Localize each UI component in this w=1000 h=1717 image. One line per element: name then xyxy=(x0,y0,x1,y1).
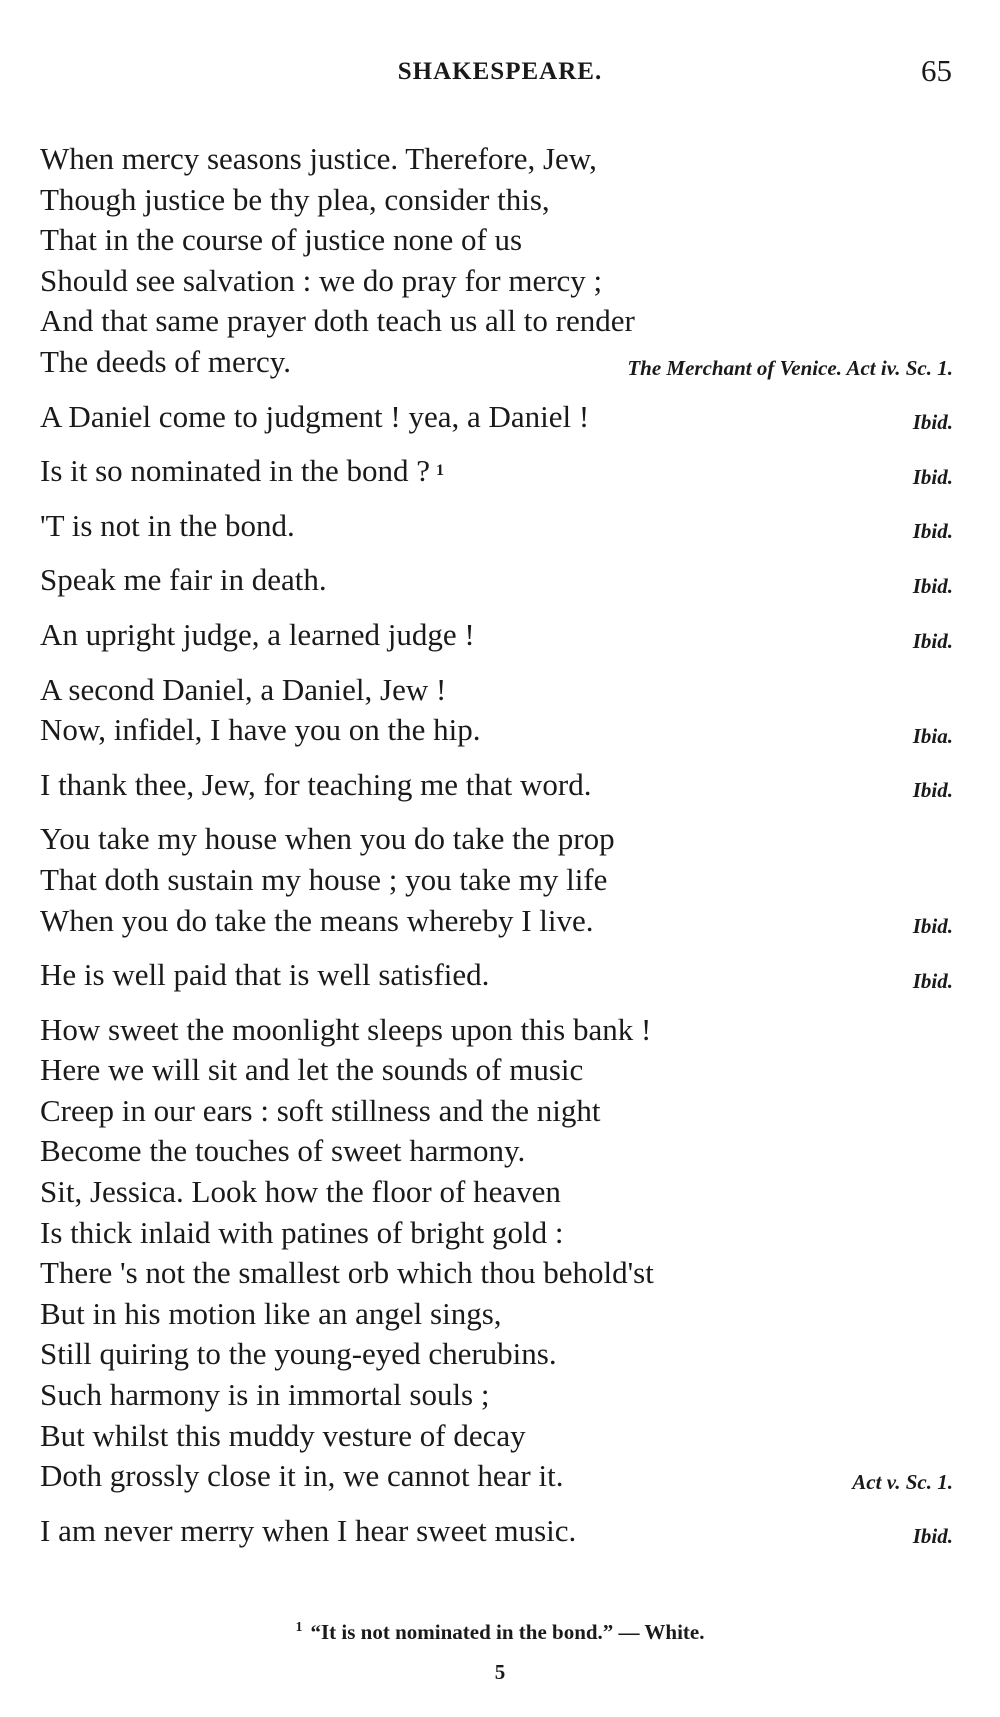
quotation-line: Speak me fair in death. xyxy=(40,562,327,598)
quotation-line: But in his motion like an angel sings, xyxy=(40,1295,502,1331)
quotation-line: I thank thee, Jew, for teaching me that word. xyxy=(40,766,592,802)
quotation-line: That doth sustain my house ; you take my life xyxy=(40,861,608,897)
citation: Ibid. xyxy=(912,1524,953,1549)
quotation-line: Creep in our ears : soft stillness and the night xyxy=(40,1092,601,1128)
quotation-line: Doth grossly close it in, we cannot hear it. xyxy=(40,1458,564,1494)
quotation-line: Here we will sit and let the sounds of music xyxy=(40,1052,584,1088)
quotation-line: Though justice be thy plea, consider this, xyxy=(40,181,550,217)
citation: Ibid. xyxy=(912,519,953,544)
quotation xyxy=(40,139,953,383)
citation: Ibid. xyxy=(912,778,953,803)
quotation-line: Still quiring to the young-eyed cherubins. xyxy=(40,1336,557,1372)
quotation-line: That in the course of justice none of us xyxy=(40,222,523,258)
quotation xyxy=(40,451,953,492)
citation: The Merchant of Venice. Act iv. Sc. 1. xyxy=(627,355,953,380)
quotation-line: But whilst this muddy vesture of decay xyxy=(40,1417,526,1453)
quotation xyxy=(40,765,953,806)
citation: Ibid. xyxy=(912,573,953,598)
quotation-line: There 's not the smallest orb which thou behold'st xyxy=(40,1255,654,1291)
citation: Ibid. xyxy=(912,410,953,435)
quotation xyxy=(40,615,953,656)
quotation-line: 'T is not in the bond. xyxy=(40,507,295,543)
quotation-line: Such harmony is in immortal souls ; xyxy=(40,1377,490,1413)
quotation-line: Is thick inlaid with patines of bright gold : xyxy=(40,1214,564,1250)
page-header xyxy=(40,53,960,98)
quotation-line: Is it so nominated in the bond ? xyxy=(40,453,431,489)
citation: Act v. Sc. 1. xyxy=(852,1469,953,1494)
citation: Ibia. xyxy=(912,723,953,748)
quotation-line: Should see salvation : we do pray for mercy ; xyxy=(40,262,603,298)
quotation xyxy=(40,819,953,941)
quotation-line: When mercy seasons justice. Therefore, Jew, xyxy=(40,141,597,176)
quotation xyxy=(40,955,953,996)
quotation-line: A second Daniel, a Daniel, Jew ! xyxy=(40,671,447,707)
quotation-line: You take my house when you do take the prop xyxy=(40,821,615,857)
quotation-line: Now, infidel, I have you on the hip. xyxy=(40,712,481,748)
footnote xyxy=(0,1620,1000,1645)
quotation xyxy=(40,506,953,547)
quotations-body xyxy=(40,125,953,1551)
quotation-line: And that same prayer doth teach us all to render xyxy=(40,303,635,339)
citation: Ibid. xyxy=(912,968,953,993)
quotation-line: The deeds of mercy. xyxy=(40,343,292,379)
footnote-text: “It is not nominated in the bond.” — White. xyxy=(310,1620,705,1644)
quotation-line: He is well paid that is well satisfied. xyxy=(40,957,490,993)
quotation-line: Become the touches of sweet harmony. xyxy=(40,1133,526,1169)
citation: Ibid. xyxy=(912,464,953,489)
quotation-line: How sweet the moonlight sleeps upon this bank ! xyxy=(40,1011,652,1047)
quotation-line: An upright judge, a learned judge ! xyxy=(40,616,475,652)
quotation-line: Sit, Jessica. Look how the floor of heaven xyxy=(40,1174,561,1210)
citation: Ibid. xyxy=(912,914,953,939)
quotation xyxy=(40,397,953,438)
quotation-line: A Daniel come to judgment ! yea, a Daniel ! xyxy=(40,398,590,434)
quotation xyxy=(40,560,953,601)
footnote-mark: 1 xyxy=(295,1620,303,1635)
page-number: 65 xyxy=(921,53,952,88)
quotation xyxy=(40,1010,953,1497)
quotation xyxy=(40,1511,953,1552)
running-title: SHAKESPEARE. xyxy=(397,58,603,85)
quotation-line: When you do take the means whereby I live. xyxy=(40,902,594,938)
signature-mark: 5 xyxy=(494,1660,506,1684)
quotation-line: I am never merry when I hear sweet music. xyxy=(40,1512,577,1548)
quotation xyxy=(40,670,953,751)
footnote-reference: 1 xyxy=(436,461,445,479)
citation: Ibid. xyxy=(912,628,953,653)
